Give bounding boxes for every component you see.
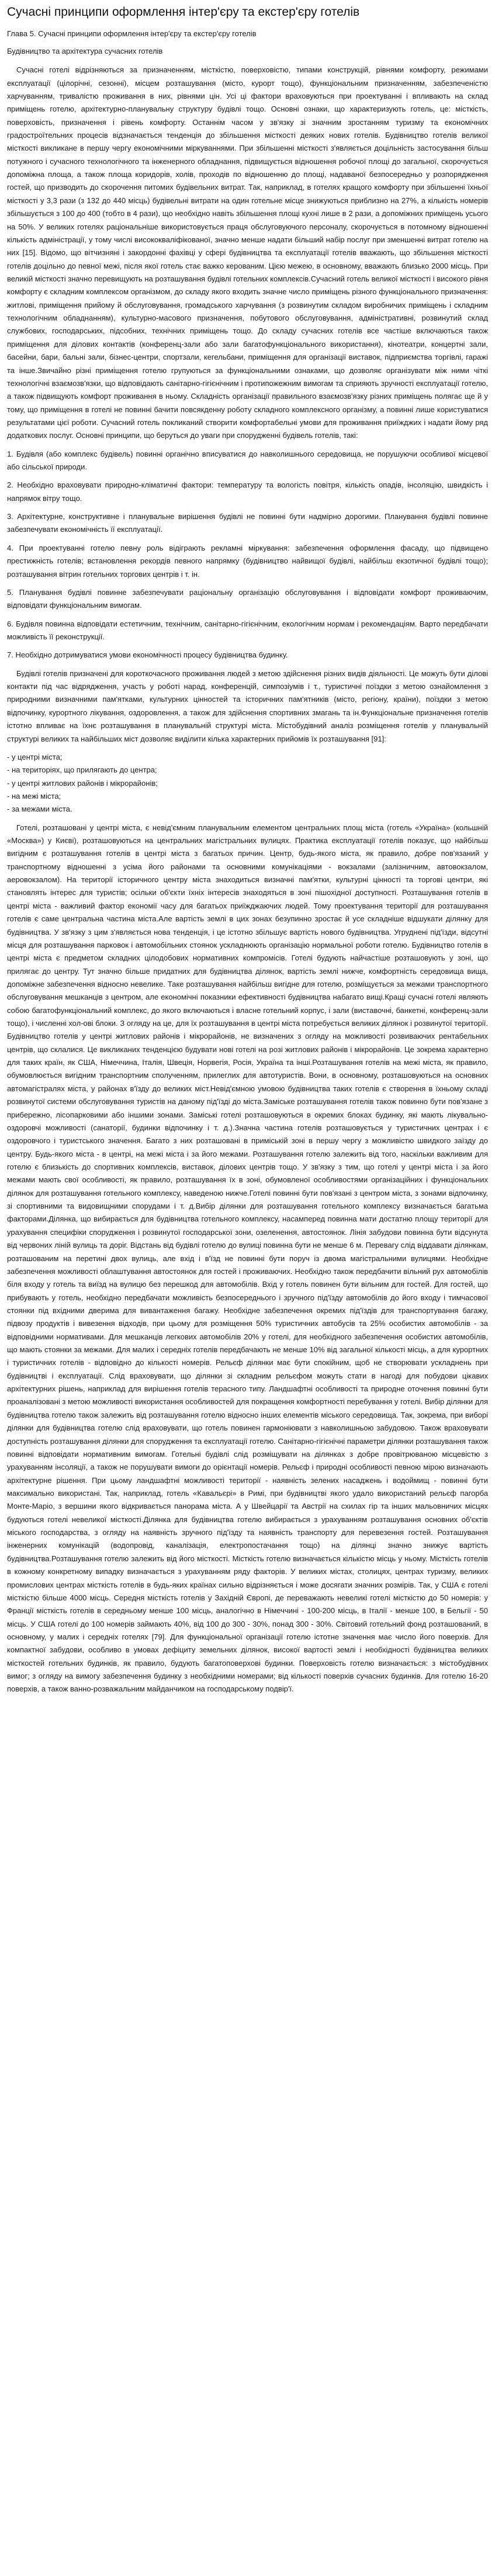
chapter-heading: Глава 5. Сучасні принципи оформлення інтер'єру та екстер'єру готелів [7,29,257,39]
location-item: - за межами міста. [7,805,72,814]
paragraph-location: Готелі, розташовані у центрі міста, є невід'ємним планувальним елементом центральних площ міста (готель «Україна» (кольшній «Москва») у Києві), розташовуються на центральних магістральних вулицях. Практика експлуатації готелів показує, що найбільш вигідним є розташування готелів в центрі міста з багатьох причин. Центр, будь-якого міста, як правило, добре пов'язаний у транспортному відношенні з усіма його районами та основними комунікаціями - вокзалами (залізничним, автовокзалом, аеровокзалом). На території історичного центру міста знаходиться визначні пам'ятки, культурні цінності та торгові центри, які становлять інтерес для туристів; осільки об'єкти їхніх інтересів знаходяться в зоні пішохідної доступності. Розташування готелів в центрі міста - важливий фактор економії часу для багатьох приїжджаючих людей. Тому проектування території для розташування готелів є саме центральна частина міста.Але вартість землі в цих зонах безупинно зростає й усе складніше відшукати ділянку для будівництва. У зв'язку з цим з'являється нова тенденція, і це істотно збільшує вартість нового будівництва. Угруднені під'їзди, відсутні місця для розташування парковок і автомобільних стоянок ускладнюють організацію нормальної роботи готелю. Будівництво готелів в центрі міста є предметом складних цілодобових нормативних компромісів. Готелі будують найчастіше розташовують у зоні, що прилягає до центру. Тут значно більше придатних для будівництва ділянок, вартість землі нижче, комфортність середовища вища, допоміжне забезпечення відносно невелике. Таке розташування найбільш вигідне для готелю, розміщується за межами транспортного обслуговування мешканців з центром, але економічні показники ефективності будівництва набагато вищі.Кращі сучасні готелі являють собою багатофункціональний комплекс, до якого включаються і власне готельний корпус, і зали (виставочні, банкетні, конференц-зали тощо), і численні хол-ові блоки. З огляду на це, для їх розташування в центрі міста потребується великих ділянок і розвинутої території. Будівництво готелів у центрі житлових районів і мікрорайонів, не визначених з огляду на можливості розвиваючих рентабельних центрів, що склалися. Це викликаних тенденцією будувати нові готелі на розі житлових районів і мікрорайонів. Це зокрема характерно для таких країн, як США, Німеччина, Італія, Швеція, Норвегія, Росія, Україна та інші.Розташування готелів на межі міста, як правило, обумовлюється вигідним транспортним сполученням, прилеглих для автотуристів. Вони, в основному, розташовуються на основних автомагістралях міста, у районах в'їзду до великих міст.Невід'ємною умовою будівництва таких готелів є створення в їхньому складі розвинутої системи обслуговування туристів на даному під'їзді до міста.Заміське розташування готелів також повинно бути пов'язане з прибережно, лісопарковими або іншими зонами. Заміські готелі розташовуються в окремих блоках будинку, які мають лікувально-оздоровчі можливості (санаторії, будинки відпочинку і т. д.).Значна частина готелів розташовується у туристичних центрах і є оздоровчого і туристського значення. Багато з них розташовані в приміській зоні в першу чергу з можливістю швидкого заїзду до центру. Будь-якого міста - в центрі, на межі міста і за його межами. Розташування готелю залежить від того, наскільки важливим для готелю є близькість до спортивних комплексів, виставок, ділових центрів тощо. У зв'язку з тим, що готелі у центрі міста і за його межами мають свої особливості, як правило, розташування їх в зоні, обумовленої особливостями організаційних і функціональних ділянок для розташування готельного комплексу, наведеною нижче.Готелі повинні бути пов'язані з центром міста, з зонами відпочинку, зі спортивними та видовищними спорудами і т. д.Вибір ділянки для розташування готельного комплексу визначається багатьма факторами.Ділянка, що вибирається для будівництва готельного комплексу, насамперед повинна мати достатню площу території для урахування специфіки спорудження і розвинутої господарської зони, озеленення, автостоянок. Лінія забудови повинна бути відсунута від червоних ліній вулиць та доріг. Відстань від будівлі готелю до вулиці повинна бути не менше 6 м. Перевагу слід віддавати ділянкам, розташованим на перетині двох вулиць, але вхід і в'їзд не повинні бути поруч із двома магістральними вулицями. Необхідне забезпечення можливості облаштування автостоянок для гостей і проживаючих. Необхідно також передбачити вільний рух автомобілів біля входу у готель та виїзд на вулицю без перешкод для автомобілів. Вхід у готель повинен бути вільним для гостей. Для гостей, що прибувають у готель, необхідно передбачати можливість безпосереднього і зручного під'їзду автомобілів до його входу і тимчасової стоянки під вхідними дверима для вивантаження багажу. Необхідне забезпечення окремих під'їздів для транспортування багажу, підвозу продуктів і вивезення відходів, при цьому для розміщення 50% туристичних автобусів та 25% особистих автомобілів - за відповідними нормативами. Для мешканців легкових автомобілів 20% у готелі, для необхідного забезпечення особистих автомобілів, що мають стоянки за межами. Для малих і середніх готелів передбачають не менше 10% від загальної кількості місць, а для курортних і туристичних готелів - відповідно до кількості номерів. Рельєф ділянки має бути спокійним, щоб не створювати ускладнень при будівництві і експлуатації. Слід враховувати, що ділянки зі складним рельєфом можуть стати в нагоді для побудови цікавих архітектурних рішень, наприклад для вирішення готелів терасного типу. Ландшафтні особливості та природне оточення повинні бути проаналізовані з метою можливості використання особливостей для покращення комфортності перебування у готелі. Вибір ділянки для будівництва готелю також залежить від розташування готелю відносно інших елементів міського середовища. Так, зокрема, при виборі ділянки для будівництва готелю слід враховувати, що готель повинен гармоніювати з навколишньою забудовою. Також враховувати доступність розташування ділянки для спорудження та експлуатації готелю. Санітарно-гігієнічні параметри ділянки розташування також повинні відповідати нормативним вимогам. Готельні будівлі слід розміщувати на ділянках з добре провітрюваною місцевістю з урахуванням інсоляції, а також не порушувати вимоги до орієнтації номерів. Рельєф і природні особливості певною мірою визначають архітектурне рішення. При цьому ландшафтні можливості території - наявність зелених насаджень і водоймищ - повинні бути максимально використані. Так, наприклад, готель «Кавальєрі» в Римі, при будівництві якого удало використаний рельєф пагорба Монте-Маріо, з вершини якого відкривається панорама міста. А у Швейцарії та Австрії на схилах гір та інших мальовничих місцях будуються готелі невеликої місткості.Ділянка для будівництва готелю вибирається з урахуванням розташування основних об'єктів міського господарства, з огляду на наявність зручного під'їзду та наявність транспорту для перевезення гостей. Розташування інженерних комунікацій (водопровід, каналізація, електропостачання тощо) на ділянці значно знижує вартість будівництва.Розташування готелю залежить від його місткості. Місткість готелю визначається кількістю місць у ньому. Місткість готелів в кожному конкретному випадку визначається з урахуванням ряду факторів. У великих містах, столицях, центрах туризму, великих промислових центрах місткість готелів в будь-яких країнах сильно відрізняється і може досягати значних розмірів. Так, у США є готелі місткістю більше 4000 місць. Середня місткість готелів у Західній Європі, де переважають невеликі готелі місткістю до 50 номерів: у Франції місткість готелів в середньому менше 100 місць, аналогічно в Німеччині - 100-200 місць, в Італії - менше 100, в Бельгії - 50 місць. У США готелі до 100 номерів займають 40%, від 100 до 300 - 30%, понад 300 - 30%. Світовий готельний фонд розташований, в основному, у малих і середніх готелях [79]. Для функціональної організації готелю істотне значення має число його поверхів. Для компактної забудови, особливо в умовах дефіциту земельних ділянок, високої вартості землі і необхідності будівництва великих місткостей готельних будинків, як правило, будують багатоповерхові будинки. Поверховість готелю визначається: з містобудівних вимог; з огляду на вимогу забезпечення будинку з необхідними номерами; від кількості поверхів сучасних будинків. Для готелю 16-20 поверхів, а також ванно-розважальним майданчиком на господарському подвір'ї. [7,823,489,1694]
principle-4: 4. При проектуванні готелю певну роль відіграють рекламні міркування: забезпечення оформлення фасаду, що підвищено престижність готелів; встановлення рекордів певного напрямку (будівництво найвищої будівлі, найбільш екзотичної будівлі тощо); розташування вітрин готельних торгових центрів і т. ін. [7,543,488,579]
principle-5: 5. Планування будівлі повинне забезпечувати раціональну організацію обслуговування і відповідати комфорт проживаючим, відповідати функціональним вимогам. [7,587,488,610]
location-item: - у центрі житлових районів і мікрорайонів; [7,778,158,788]
article-body [7,64,488,1696]
principle-1: 1. Будівля (або комплекс будівель) повинні органічно вписуватися до навколишнього середовища, не порушуючи особливої місцевої або сільської природи. [7,449,488,472]
principle-7: 7. Необхідно дотримуватися умови економічності процесу будівництва будинку. [7,650,288,660]
principle-6: 6. Будівля повинна відповідати естетичним, технічним, санітарно-гігієнічним, екологічним нормам і рекомендаціям. Варто передбачати можливість її реконструкції. [7,619,488,641]
principle-2: 2. Необхідно враховувати природно-кліматичні фактори: температуру та вологість повітря, кількість опадів, інсоляцію, швидкість і напрямок вітру тощо. [7,481,488,503]
location-item: - у центрі міста; [7,752,63,761]
paragraph-intro: Сучасні готелі відрізняються за призначенням, місткістю, поверховістю, типами конструкцій, рівнями комфорту, режимами експлуатації (цілорічні, сезонні), місцем розташування (місто, курорт тощо), функціональним призначенням, забезпеченістю харчуванням, тривалістю проживання в них, рівнями цін. Усі ці фактори враховуються при проектуванні і впливають на склад приміщень готелю, архітектурно-планувальну структуру будівлі тощо. Основні ознаки, що характеризують готель, це: місткість, поверховість, призначення і рівень комфорту. Останнім часом у зв'язку зі значним зростанням туризму та економічних градостроїтельних процесів відзначається тенденція до збільшення місткості деяких нових готелів. Будівництво готелів великої місткості викликане в першу чергу економічними міркуваннями. При збільшенні місткості з'являється доцільність застосування більш потужного і сучасного технологічного та інженерного обладнання, підвищується відношення робочої площі до загальної, скорочується допоміжна площа, а також площа коридорів, холів, проходів по відношенню до площі, надаваної безпосередньо у розпорядження гостей, що призводить до скорочення питомих будівельних витрат. Так, наприклад, в готелях кращого комфорту при збільшенні їхньої місткості у 3,3 рази (з 132 до 440 місць) будівельні витрати на один готельне місце знижуються приблизно на 27%, а кількість номерів збільшується з 100 до 400 (тобто в 4 рази), що необхідно навіть збільшення площі кухні лише в 2 рази, а допоміжних приміщень усього на 50%. У великих готелях раціональніше використовується праця обслуговуючого персоналу, скорочується в потомному відношенні кількість адміністрації, у тому числі висококваліфікованої, значно менше надати більший набір послуг при зменшенні витрат готелю на них [15]. Відомо, що вітчизняні і закордонні фахівці у сфері будівництва та експлуатації готелів вважають, що збільшення місткості готелів доцільно до певної межі, після якої готель стає важко керованим. Цією межею, в основному, вважають близько 2000 місць. При великій місткості значно перевищують на розташування будівлі готельних комплексів.Сучасний готель великої місткості і високого рівня комфорту є складним комплексом організмом, до складу якого входить значне число приміщень різного функціонального призначення: житлові, приміщення прийому й обслуговування, громадського харчування (з розвинутим складом виробничих приміщень і складним технологічним обладнанням), культурно-масового призначення, побутового обслуговування, адміністративні, розвинутий склад службових, господарських, підсобних, технічних приміщень тощо. До складу сучасних готелів все частіше включаються також приміщення для ділових контактів (конференц-зали або зали багатофункціонального використання), кінотеатри, концертні зали, басейни, бари, бальні зали, бізнес-центри, спортзали, кегельбани, приміщення для організації виставок, підприємства торгівлі, гаражі та інше.Звичайно різні приміщення готелю групуються за функціональними ознаками, що дозволяє організувати між ними чіткі технологічні взаємозв'язки, що відповідають санітарно-гігієнічним і протипожежним вимогам та сприяють зручності експлуатації готелю, а також підвищують комфорт проживання в ньому. Складність організації правильного взаємозв'язку різних приміщень полягає ще й у тому, що приміщення в готелі не повинні бачити повсякденну роботу складного комплексного організму, а повинні лише користуватися результатами цієї роботи. Сучасний готель покликаний створити комфортабельні умови для проживання приїжджих і надати йому ряд додаткових послуг. Основні принципи, що беруться до уваги при спорудженні будівель готелів, такі: [7,65,488,440]
section-heading: Будівництво та архітектура сучасних готелів [7,46,163,55]
page-title: Сучасні принципи оформлення інтер'єру та екстер'єру готелів [7,5,360,19]
location-item: - на територіях, що прилягають до центра; [7,765,157,775]
principle-3: 3. Архітектурне, конструктивне і планувальне вирішення будівлі не повинні бути надмірно дорогими. Планування будівлі повинне забезпечувати економічність її експлуатації. [7,512,488,534]
paragraph-purpose: Будівлі готелів призначені для короткочасного проживання людей з метою здійснення різних видів діяльності. Це можуть бути ділові контакти під час відрядження, участь у роботі нарад, конференцій, симпозіумів і т., туристичні поїздки з метою ознайомлення з природними визначними пам'ятками, культурних цінностей та історичних пам'ятників (місто, регіону, країни), поїздки з метою відпочинку, курортного лікування, оздоровлення, а також для здійснення спортивних змагань та ін.Функціональне призначення готелів істотно впливає на їхнє розташування в планувальній структурі міста. Містобудівний аналіз розміщення готелів у планувальній структурі великих та найбільших міст дозволяє виділити кілька характерних прийомів їх розташування [91]: [7,669,488,743]
location-item: - на межі міста; [7,791,61,800]
